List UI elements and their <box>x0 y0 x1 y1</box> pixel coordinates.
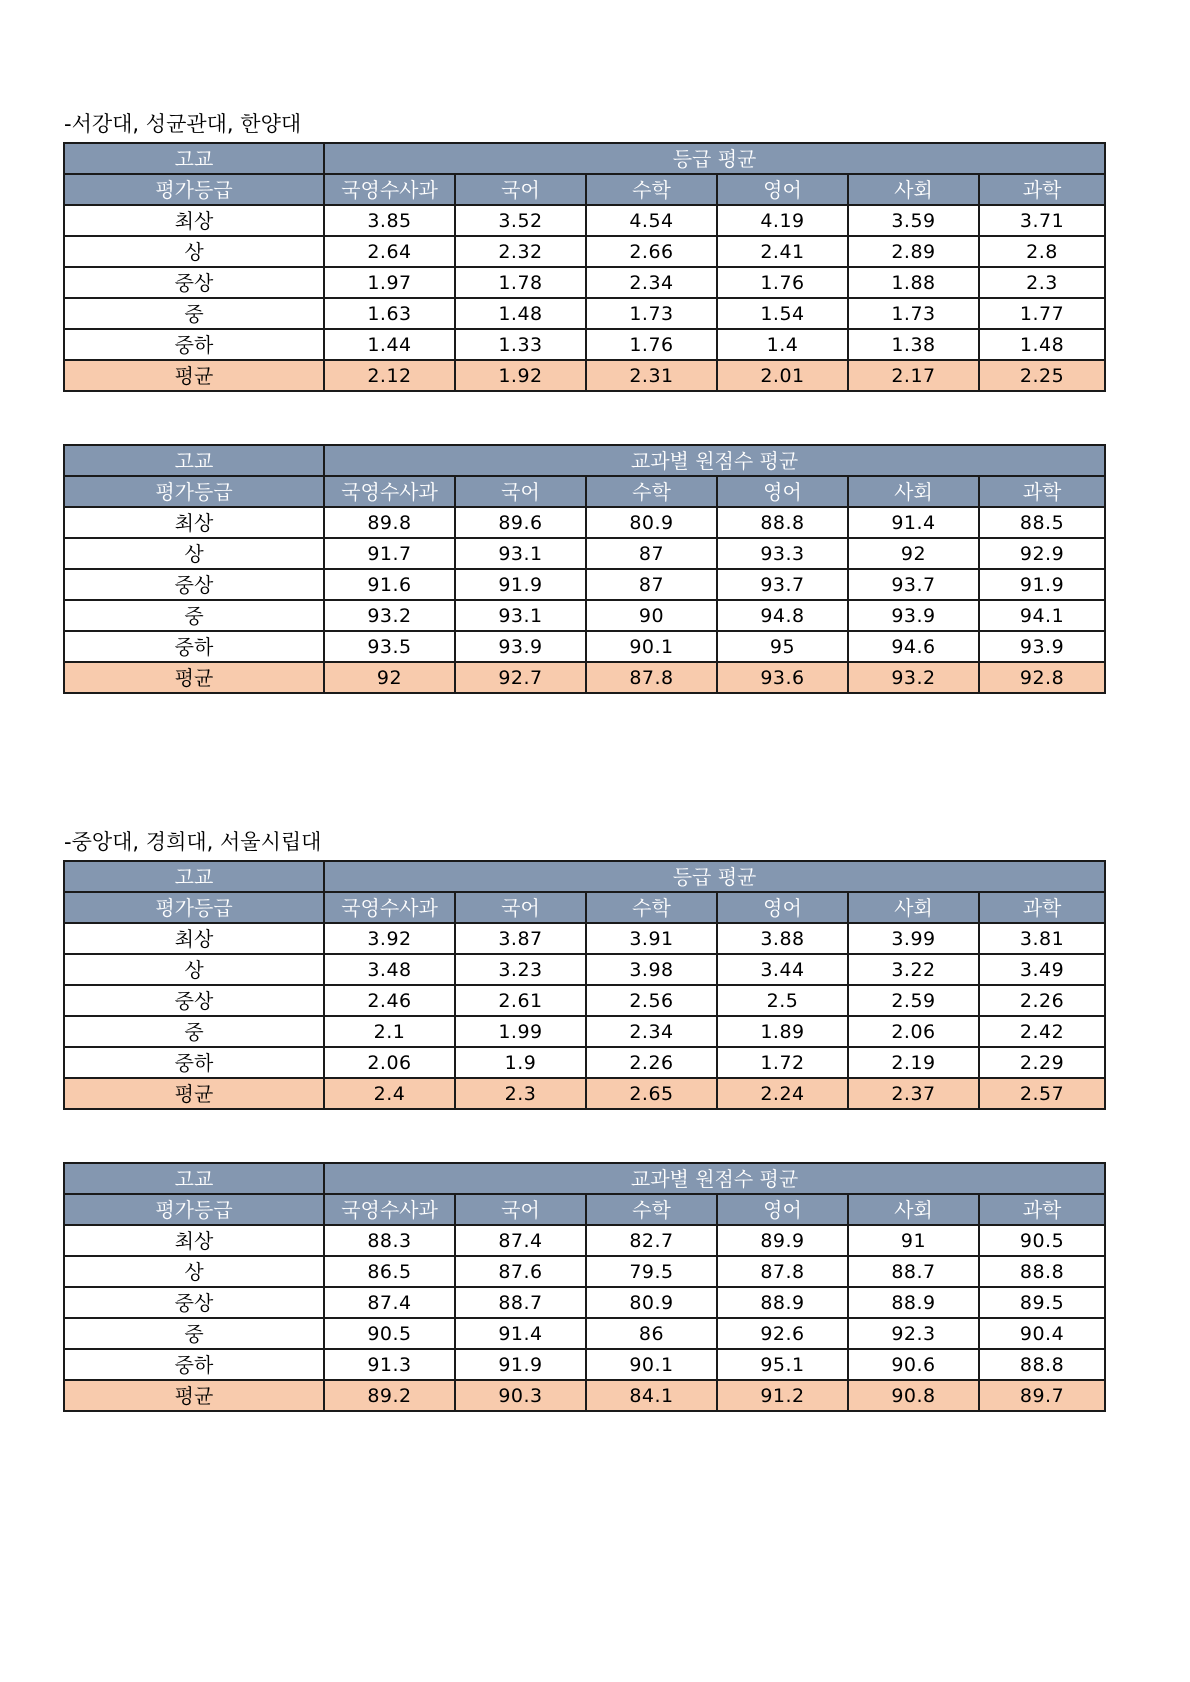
raw-score-table-2 <box>63 1162 1106 1412</box>
value-cell: 1.76 <box>717 267 848 298</box>
value-cell: 93.2 <box>324 600 455 631</box>
value-cell: 91.6 <box>324 569 455 600</box>
value-cell: 1.97 <box>324 267 455 298</box>
table-row <box>64 507 1105 538</box>
value-cell: 84.1 <box>586 1380 717 1411</box>
value-cell: 3.52 <box>455 205 586 236</box>
value-cell: 2.12 <box>324 360 455 391</box>
value-cell: 1.44 <box>324 329 455 360</box>
raw-score-table-1 <box>63 444 1106 694</box>
header-row-group <box>64 861 1105 892</box>
value-cell: 2.66 <box>586 236 717 267</box>
table-row <box>64 267 1105 298</box>
row-header-cell: 평가등급 <box>64 892 324 923</box>
column-header-cell: 영어 <box>717 1194 848 1225</box>
value-cell: 87.4 <box>324 1287 455 1318</box>
value-cell: 3.23 <box>455 954 586 985</box>
value-cell: 1.78 <box>455 267 586 298</box>
value-cell: 94.1 <box>979 600 1105 631</box>
header-row-group <box>64 1163 1105 1194</box>
column-header-cell: 국어 <box>455 1194 586 1225</box>
value-cell: 91.9 <box>455 569 586 600</box>
value-cell: 93.9 <box>979 631 1105 662</box>
value-cell: 91 <box>848 1225 979 1256</box>
value-cell: 1.9 <box>455 1047 586 1078</box>
value-cell: 89.6 <box>455 507 586 538</box>
value-cell: 88.7 <box>455 1287 586 1318</box>
group-header-cell: 등급 평균 <box>324 861 1105 892</box>
value-cell: 89.5 <box>979 1287 1105 1318</box>
column-header-cell: 국영수사과 <box>324 476 455 507</box>
value-cell: 91.9 <box>455 1349 586 1380</box>
value-cell: 90.1 <box>586 631 717 662</box>
value-cell: 3.49 <box>979 954 1105 985</box>
value-cell: 3.88 <box>717 923 848 954</box>
value-cell: 95.1 <box>717 1349 848 1380</box>
row-header-cell: 평가등급 <box>64 1194 324 1225</box>
value-cell: 93.9 <box>455 631 586 662</box>
value-cell: 1.72 <box>717 1047 848 1078</box>
value-cell: 88.5 <box>979 507 1105 538</box>
value-cell: 88.8 <box>979 1256 1105 1287</box>
column-header-cell: 영어 <box>717 892 848 923</box>
value-cell: 2.29 <box>979 1047 1105 1078</box>
average-row <box>64 662 1105 693</box>
value-cell: 88.8 <box>979 1349 1105 1380</box>
value-cell: 88.8 <box>717 507 848 538</box>
value-cell: 94.8 <box>717 600 848 631</box>
grade-average-table-1 <box>63 142 1106 392</box>
table-row <box>64 1349 1105 1380</box>
grade-label-cell: 최상 <box>64 1225 324 1256</box>
column-header-cell: 국영수사과 <box>324 892 455 923</box>
value-cell: 93.2 <box>848 662 979 693</box>
header-row-group <box>64 445 1105 476</box>
value-cell: 2.57 <box>979 1078 1105 1109</box>
value-cell: 3.59 <box>848 205 979 236</box>
value-cell: 2.1 <box>324 1016 455 1047</box>
value-cell: 92 <box>848 538 979 569</box>
value-cell: 87.8 <box>717 1256 848 1287</box>
value-cell: 90.8 <box>848 1380 979 1411</box>
value-cell: 90.5 <box>979 1225 1105 1256</box>
value-cell: 2.56 <box>586 985 717 1016</box>
value-cell: 1.54 <box>717 298 848 329</box>
value-cell: 1.48 <box>979 329 1105 360</box>
value-cell: 92 <box>324 662 455 693</box>
group-header-cell: 교과별 원점수 평균 <box>324 445 1105 476</box>
grade-label-cell: 평균 <box>64 360 324 391</box>
average-row <box>64 1380 1105 1411</box>
value-cell: 2.24 <box>717 1078 848 1109</box>
table-row <box>64 1318 1105 1349</box>
value-cell: 2.61 <box>455 985 586 1016</box>
column-header-cell: 국어 <box>455 476 586 507</box>
value-cell: 1.4 <box>717 329 848 360</box>
average-row <box>64 1078 1105 1109</box>
value-cell: 2.3 <box>979 267 1105 298</box>
value-cell: 88.3 <box>324 1225 455 1256</box>
value-cell: 91.2 <box>717 1380 848 1411</box>
table-row <box>64 236 1105 267</box>
column-header-cell: 사회 <box>848 476 979 507</box>
value-cell: 91.7 <box>324 538 455 569</box>
value-cell: 2.26 <box>979 985 1105 1016</box>
column-header-cell: 국어 <box>455 174 586 205</box>
table-row <box>64 1256 1105 1287</box>
value-cell: 89.7 <box>979 1380 1105 1411</box>
value-cell: 90.1 <box>586 1349 717 1380</box>
header-row-columns <box>64 476 1105 507</box>
grade-average-table-2 <box>63 860 1106 1110</box>
value-cell: 1.76 <box>586 329 717 360</box>
value-cell: 2.06 <box>324 1047 455 1078</box>
table-row <box>64 329 1105 360</box>
grade-label-cell: 상 <box>64 236 324 267</box>
column-header-cell: 과학 <box>979 174 1105 205</box>
table-row <box>64 923 1105 954</box>
value-cell: 93.6 <box>717 662 848 693</box>
value-cell: 2.65 <box>586 1078 717 1109</box>
group-header-cell: 등급 평균 <box>324 143 1105 174</box>
value-cell: 4.19 <box>717 205 848 236</box>
column-header-cell: 수학 <box>586 476 717 507</box>
value-cell: 93.1 <box>455 600 586 631</box>
grade-label-cell: 중상 <box>64 569 324 600</box>
value-cell: 80.9 <box>586 507 717 538</box>
value-cell: 3.87 <box>455 923 586 954</box>
value-cell: 93.3 <box>717 538 848 569</box>
value-cell: 92.7 <box>455 662 586 693</box>
value-cell: 2.17 <box>848 360 979 391</box>
column-header-cell: 수학 <box>586 174 717 205</box>
value-cell: 3.99 <box>848 923 979 954</box>
value-cell: 3.92 <box>324 923 455 954</box>
grade-label-cell: 최상 <box>64 507 324 538</box>
grade-label-cell: 최상 <box>64 205 324 236</box>
value-cell: 2.06 <box>848 1016 979 1047</box>
value-cell: 88.9 <box>848 1287 979 1318</box>
value-cell: 80.9 <box>586 1287 717 1318</box>
value-cell: 2.59 <box>848 985 979 1016</box>
table-row <box>64 538 1105 569</box>
column-header-cell: 영어 <box>717 476 848 507</box>
value-cell: 2.41 <box>717 236 848 267</box>
value-cell: 93.1 <box>455 538 586 569</box>
value-cell: 94.6 <box>848 631 979 662</box>
value-cell: 2.26 <box>586 1047 717 1078</box>
value-cell: 2.64 <box>324 236 455 267</box>
value-cell: 89.8 <box>324 507 455 538</box>
table-row <box>64 1225 1105 1256</box>
value-cell: 93.5 <box>324 631 455 662</box>
column-header-cell: 사회 <box>848 892 979 923</box>
value-cell: 91.4 <box>848 507 979 538</box>
value-cell: 92.9 <box>979 538 1105 569</box>
grade-label-cell: 평균 <box>64 662 324 693</box>
value-cell: 3.81 <box>979 923 1105 954</box>
value-cell: 2.34 <box>586 267 717 298</box>
value-cell: 91.3 <box>324 1349 455 1380</box>
table-row <box>64 298 1105 329</box>
row-header-cell: 평가등급 <box>64 174 324 205</box>
column-header-cell: 수학 <box>586 892 717 923</box>
column-header-cell: 과학 <box>979 1194 1105 1225</box>
value-cell: 90.5 <box>324 1318 455 1349</box>
column-header-cell: 수학 <box>586 1194 717 1225</box>
value-cell: 1.48 <box>455 298 586 329</box>
value-cell: 87 <box>586 538 717 569</box>
value-cell: 95 <box>717 631 848 662</box>
column-header-cell: 영어 <box>717 174 848 205</box>
grade-label-cell: 중상 <box>64 267 324 298</box>
value-cell: 79.5 <box>586 1256 717 1287</box>
grade-label-cell: 중 <box>64 298 324 329</box>
grade-label-cell: 중하 <box>64 1349 324 1380</box>
value-cell: 1.33 <box>455 329 586 360</box>
value-cell: 87.6 <box>455 1256 586 1287</box>
value-cell: 1.73 <box>586 298 717 329</box>
corner-header-cell: 고교 <box>64 1163 324 1194</box>
value-cell: 4.54 <box>586 205 717 236</box>
value-cell: 3.98 <box>586 954 717 985</box>
value-cell: 90 <box>586 600 717 631</box>
column-header-cell: 국영수사과 <box>324 1194 455 1225</box>
value-cell: 92.3 <box>848 1318 979 1349</box>
value-cell: 86.5 <box>324 1256 455 1287</box>
header-row-columns <box>64 174 1105 205</box>
value-cell: 91.4 <box>455 1318 586 1349</box>
grade-label-cell: 중 <box>64 1318 324 1349</box>
table-row <box>64 631 1105 662</box>
value-cell: 2.34 <box>586 1016 717 1047</box>
corner-header-cell: 고교 <box>64 143 324 174</box>
value-cell: 82.7 <box>586 1225 717 1256</box>
column-header-cell: 국영수사과 <box>324 174 455 205</box>
value-cell: 87.8 <box>586 662 717 693</box>
column-header-cell: 과학 <box>979 476 1105 507</box>
corner-header-cell: 고교 <box>64 445 324 476</box>
value-cell: 1.88 <box>848 267 979 298</box>
value-cell: 3.71 <box>979 205 1105 236</box>
table-row <box>64 985 1105 1016</box>
table-row <box>64 569 1105 600</box>
value-cell: 88.9 <box>717 1287 848 1318</box>
value-cell: 93.7 <box>717 569 848 600</box>
value-cell: 90.4 <box>979 1318 1105 1349</box>
grade-label-cell: 상 <box>64 538 324 569</box>
value-cell: 2.31 <box>586 360 717 391</box>
value-cell: 1.92 <box>455 360 586 391</box>
value-cell: 1.89 <box>717 1016 848 1047</box>
value-cell: 93.9 <box>848 600 979 631</box>
header-row-group <box>64 143 1105 174</box>
value-cell: 3.44 <box>717 954 848 985</box>
column-header-cell: 사회 <box>848 1194 979 1225</box>
value-cell: 2.8 <box>979 236 1105 267</box>
average-row <box>64 360 1105 391</box>
table-row <box>64 954 1105 985</box>
value-cell: 2.89 <box>848 236 979 267</box>
grade-label-cell: 중상 <box>64 985 324 1016</box>
value-cell: 90.3 <box>455 1380 586 1411</box>
value-cell: 1.77 <box>979 298 1105 329</box>
header-row-columns <box>64 892 1105 923</box>
table-row <box>64 600 1105 631</box>
section-title-2: -중앙대, 경희대, 서울시립대 <box>64 830 322 854</box>
grade-label-cell: 최상 <box>64 923 324 954</box>
value-cell: 87 <box>586 569 717 600</box>
value-cell: 89.2 <box>324 1380 455 1411</box>
value-cell: 2.32 <box>455 236 586 267</box>
group-header-cell: 교과별 원점수 평균 <box>324 1163 1105 1194</box>
section-title-1: -서강대, 성균관대, 한양대 <box>64 112 302 136</box>
grade-label-cell: 평균 <box>64 1078 324 1109</box>
value-cell: 2.5 <box>717 985 848 1016</box>
value-cell: 88.7 <box>848 1256 979 1287</box>
table-row <box>64 1047 1105 1078</box>
value-cell: 1.73 <box>848 298 979 329</box>
value-cell: 3.22 <box>848 954 979 985</box>
column-header-cell: 사회 <box>848 174 979 205</box>
table-row <box>64 1287 1105 1318</box>
value-cell: 2.25 <box>979 360 1105 391</box>
column-header-cell: 국어 <box>455 892 586 923</box>
value-cell: 91.9 <box>979 569 1105 600</box>
header-row-columns <box>64 1194 1105 1225</box>
grade-label-cell: 중 <box>64 1016 324 1047</box>
value-cell: 2.01 <box>717 360 848 391</box>
value-cell: 2.37 <box>848 1078 979 1109</box>
value-cell: 90.6 <box>848 1349 979 1380</box>
value-cell: 3.48 <box>324 954 455 985</box>
grade-label-cell: 평균 <box>64 1380 324 1411</box>
grade-label-cell: 상 <box>64 1256 324 1287</box>
grade-label-cell: 중하 <box>64 631 324 662</box>
value-cell: 2.46 <box>324 985 455 1016</box>
value-cell: 3.85 <box>324 205 455 236</box>
value-cell: 2.42 <box>979 1016 1105 1047</box>
value-cell: 2.3 <box>455 1078 586 1109</box>
grade-label-cell: 중하 <box>64 329 324 360</box>
value-cell: 89.9 <box>717 1225 848 1256</box>
row-header-cell: 평가등급 <box>64 476 324 507</box>
value-cell: 1.99 <box>455 1016 586 1047</box>
value-cell: 1.63 <box>324 298 455 329</box>
value-cell: 1.38 <box>848 329 979 360</box>
value-cell: 92.6 <box>717 1318 848 1349</box>
value-cell: 93.7 <box>848 569 979 600</box>
table-row <box>64 1016 1105 1047</box>
value-cell: 87.4 <box>455 1225 586 1256</box>
value-cell: 92.8 <box>979 662 1105 693</box>
grade-label-cell: 중 <box>64 600 324 631</box>
value-cell: 3.91 <box>586 923 717 954</box>
value-cell: 2.19 <box>848 1047 979 1078</box>
table-row <box>64 205 1105 236</box>
column-header-cell: 과학 <box>979 892 1105 923</box>
grade-label-cell: 상 <box>64 954 324 985</box>
grade-label-cell: 중상 <box>64 1287 324 1318</box>
grade-label-cell: 중하 <box>64 1047 324 1078</box>
value-cell: 86 <box>586 1318 717 1349</box>
corner-header-cell: 고교 <box>64 861 324 892</box>
value-cell: 2.4 <box>324 1078 455 1109</box>
